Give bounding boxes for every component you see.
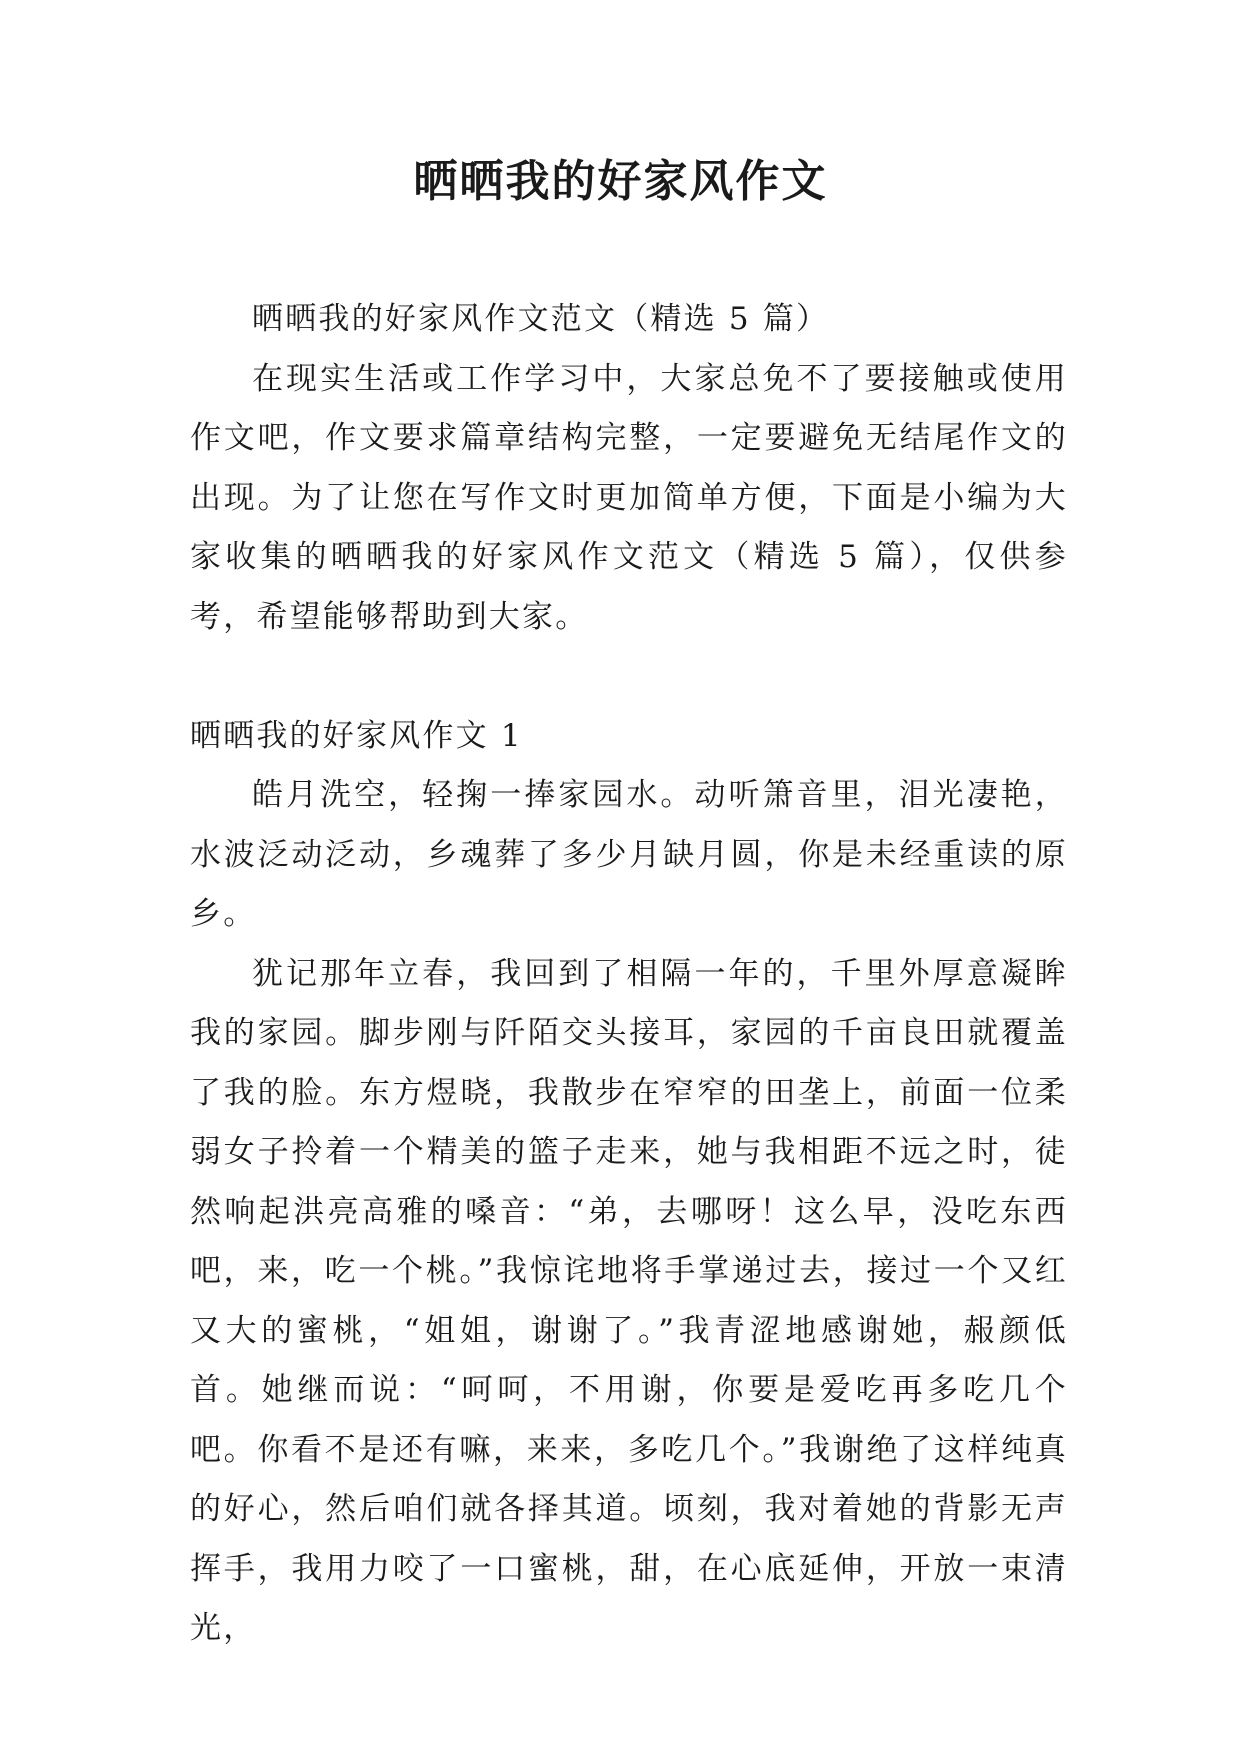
section-heading: 晒晒我的好家风作文 1 [190,717,523,754]
body-paragraph: 犹记那年立春，我回到了相隔一年的，千里外厚意凝眸我的家园。脚步刚与阡陌交头接耳，家园的千亩良田就覆盖了我的脸。东方煜晓，我散步在窄窄的田垄上，前面一位柔弱女子拎着一个精美的篮子走来，她与我相距不远之时，徒然响起洪亮高雅的嗓音：“弟，去哪呀！这么早，没吃东西吧，来，吃一个桃。”我惊诧地将手掌递过去，接过一个又红又大的蜜桃，“姐姐，谢谢了。”我青涩地感谢她，赧颜低首。她继而说：“呵呵，不用谢，你要是爱吃再多吃几个吧。你看不是还有嘛，来来，多吃几个。”我谢绝了这样纯真的好心，然后咱们就各择其道。顷刻，我对着她的背影无声挥手，我用力咬了一口蜜桃，甜，在心底延伸，开放一束清光， [190,955,1068,1646]
intro-title: 晒晒我的好家风作文范文（精选 5 篇） [252,301,830,337]
body-paragraph: 皓月洗空，轻掬一捧家园水。动听箫音里，泪光凄艳，水波泛动泛动，乡魂葬了多少月缺月圆，你是未经重读的原乡。 [190,777,1068,932]
document-title: 晒晒我的好家风作文 [413,156,828,207]
intro-paragraph: 在现实生活或工作学习中，大家总免不了要接触或使用作文吧，作文要求篇章结构完整，一定要避免无结尾作文的出现。为了让您在写作文时更加简单方便，下面是小编为大家收集的晒晒我的好家风作文范文（精选 5 篇），仅供参考，希望能够帮助到大家。 [190,360,1068,635]
document-body [190,290,1068,1659]
